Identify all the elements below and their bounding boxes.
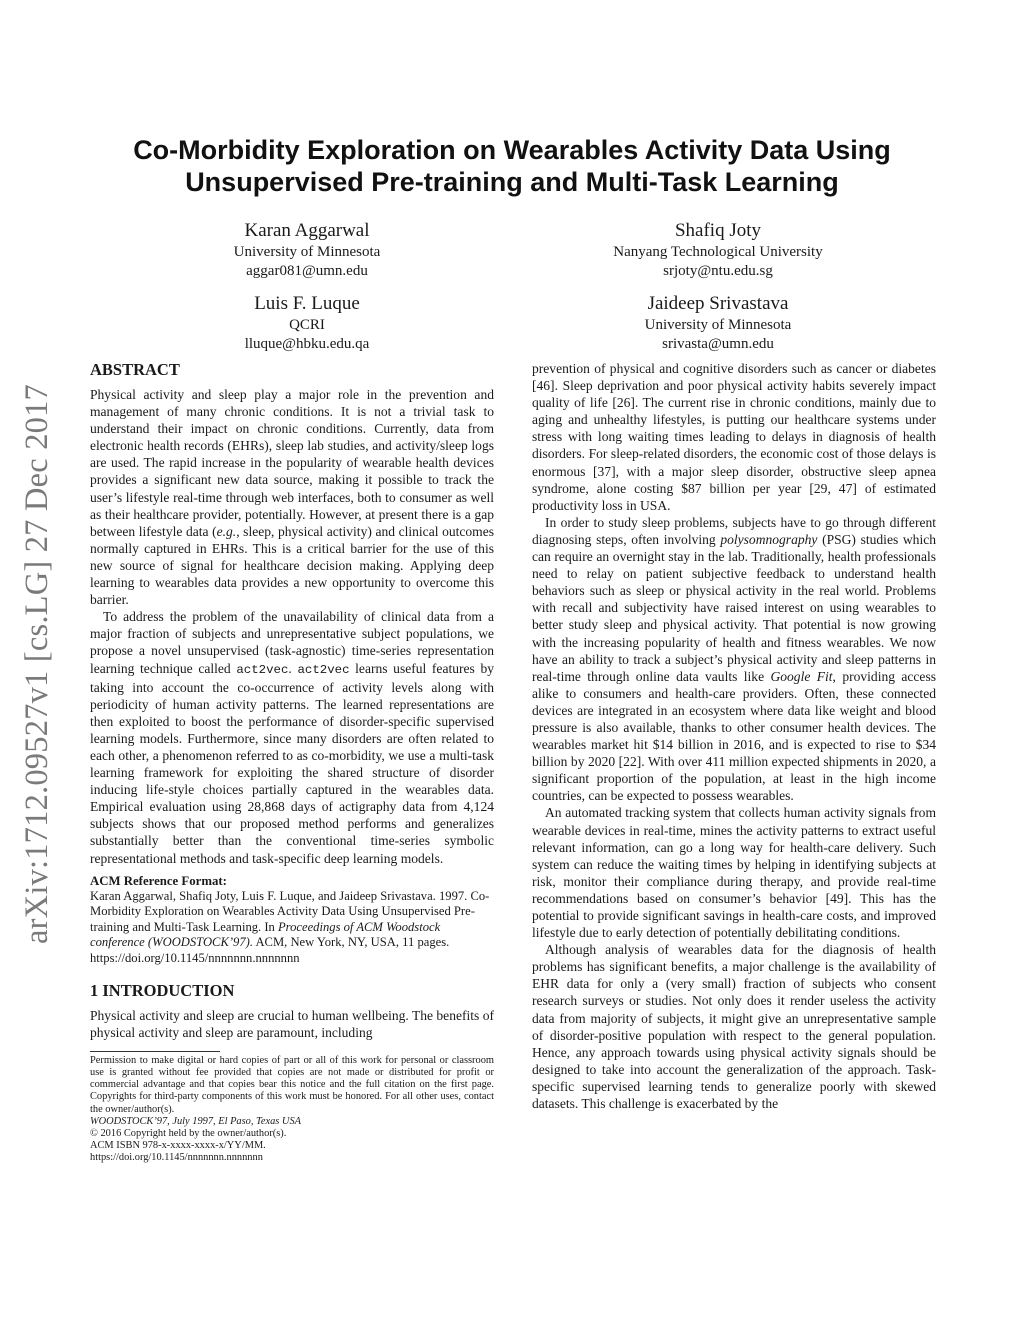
right-column bbox=[532, 360, 936, 1112]
paper-title bbox=[60, 134, 964, 198]
author-affiliation: University of Minnesota bbox=[233, 244, 381, 260]
intro-paragraph: Physical activity and sleep are crucial to human wellbeing. The benefits of physical activity and sleep are paramount, including bbox=[90, 1007, 494, 1040]
isbn-line: ACM ISBN 978-x-xxxx-xxxx-x/YY/MM. bbox=[90, 1140, 266, 1152]
arxiv-identifier: arXiv:1712.09527v1 [cs.LG] 27 Dec 2017 bbox=[19, 384, 55, 944]
code-term: act2vec bbox=[236, 662, 289, 677]
title-line-2: Unsupervised Pre-training and Multi-Task Learning bbox=[185, 167, 839, 197]
acm-reference: Karan Aggarwal, Shafiq Joty, Luis F. Luque, and Jaideep Srivastava. 1997. Co-Morbidity Exploration on Wearables Activity Data Using Unsupervised Pre-training and Multi-Task Learning. In Proceedings of ACM Woodstock conference (WOODSTOCK’97). ACM, New York, NY, USA, 11 pages. https://doi.org/10.1145/nnnnnnn.nnnnnnn bbox=[90, 888, 490, 965]
author-block bbox=[548, 292, 888, 354]
acm-reference-heading: ACM Reference Format: bbox=[90, 873, 227, 888]
author-email: lluque@hbku.edu.qa bbox=[244, 336, 370, 352]
title-line-1: Co-Morbidity Exploration on Wearables Activity Data Using bbox=[133, 135, 891, 165]
abstract-paragraph: To address the problem of the unavailability of clinical data from a major fraction of subjects and unrepresentative subject populations, we propose a novel unsupervised (task-agnostic) time-series representation learning technique called act2vec. act2vec learns useful features by taking into account the co-occurrence of activity levels along with periodicity of human activity patterns. The learned representations are then exploited to boost the performance of disorder-specific supervised learning models. Furthermore, since many disorders are often related to each other, a phenomenon referred to as co-morbidity, we use a multi-task learning framework for exploiting the shared structure of disorder inducing life-style choices partially captured in the wearables data. Empirical evaluation using 28,868 days of actigraphy data from 4,124 subjects shows that our proposed method performs and generalizes substantially better than the conventional time-series symbolic representational methods and task-specific deep learning models. bbox=[90, 609, 494, 866]
copyright-footnote bbox=[90, 1055, 494, 1165]
author-affiliation: QCRI bbox=[289, 317, 325, 333]
intro-paragraph: In order to study sleep problems, subjects have to go through different diagnosing steps, often involving polysomnography (PSG) studies which can require an overnight stay in the lab. Traditionally, health professionals need to relay on patient subjective feedback to understand health behaviors such as sleep or physical activity in the real world. Problems with recall and subjectivity have raised interest on using wearables to better study sleep and physical activity. That potential is now growing with the increasing popularity of health and fitness wearables. We now have an ability to track a subject’s physical activity and sleep patterns in real-time through online data vaults like Google Fit, providing access alike to consumers and health-care providers. Often, these connected devices are integrated in an ecosystem where data like weight and blood pressure is also available, thanks to other consumer health devices. The wearables market hit $14 billion in 2016, and is expected to rise to $34 billion by 2020 [22]. With over 411 million expected shipments in 2020, a significant proportion of the population, at least in the high income countries, can be expected to possess wearables. bbox=[532, 514, 936, 804]
abstract-heading: ABSTRACT bbox=[90, 360, 180, 379]
author-affiliation: Nanyang Technological University bbox=[613, 244, 823, 260]
author-name: Shafiq Joty bbox=[674, 220, 762, 241]
footnote-divider bbox=[90, 1051, 220, 1052]
conference-info: WOODSTOCK’97, July 1997, El Paso, Texas USA bbox=[90, 1115, 301, 1127]
author-block bbox=[137, 219, 477, 281]
intro-paragraph: An automated tracking system that collects human activity signals from wearable devices in real-time, mines the activity patterns to extract useful relevant information, can go a long way for health-care delivery. Such system can reduce the waiting times by helping in identifying subjects at risk, monitor their compliance during therapy, and provide real-time recommendations based on consumer’s behavior [49]. This has the potential to provide significant savings in health-care costs, and improved lifestyle due to early detection of potentially debilitating conditions. bbox=[532, 805, 936, 941]
left-column bbox=[90, 360, 494, 1165]
author-email: aggar081@umn.edu bbox=[246, 263, 368, 279]
author-email: srjoty@ntu.edu.sg bbox=[663, 263, 773, 279]
author-name: Karan Aggarwal bbox=[244, 220, 370, 241]
copyright-line: © 2016 Copyright held by the owner/author(s). bbox=[90, 1128, 287, 1139]
code-term: act2vec bbox=[297, 662, 350, 677]
permission-notice: Permission to make digital or hard copies of part or all of this work for personal or classroom use is granted without fee provided that copies are not made or distributed for profit or commercial advantage and that copies bear this notice and the full citation on the first page. Copyrights for third-party components of this work must be honored. For all other uses, contact the owner/author(s). bbox=[90, 1054, 494, 1115]
intro-paragraph: Although analysis of wearables data for the diagnosis of health problems has significant benefits, a major challenge is the availability of EHR data for only a (very small) fraction of subjects who consent research surveys or studies. Not only does it render useless the activity data from majority of subjects, it might give an unrepresentative sample of disorder-positive population with respect to the general population. Hence, any approach towards using physical activity signals should be designed to take into account the generalization of the approach. Task-specific supervised learning tends to generalize poorly with skewed datasets. This challenge is exacerbated by the bbox=[532, 942, 936, 1112]
doi-line: https://doi.org/10.1145/nnnnnnn.nnnnnnn bbox=[90, 1152, 263, 1164]
author-email: srivasta@umn.edu bbox=[662, 336, 774, 352]
intro-paragraph: prevention of physical and cognitive disorders such as cancer or diabetes [46]. Sleep deprivation and poor physical activity habits severely impact quality of life [26]. The current rise in chronic conditions, mainly due to aging and unhealthy lifestyles, is putting our healthcare systems under stress with long waiting times leading to delays in diagnosis of health disorders. For sleep-related disorders, the economic cost of those delays is enormous [37], with a major sleep disorder, obstructive sleep apnea syndrome, alone costing $87 billion per year [29, 47] of estimated productivity loss in USA. bbox=[532, 361, 936, 513]
author-name: Jaideep Srivastava bbox=[647, 293, 789, 314]
author-name: Luis F. Luque bbox=[254, 293, 360, 314]
author-block bbox=[548, 219, 888, 281]
section-heading-introduction: 1 INTRODUCTION bbox=[90, 980, 235, 1000]
abstract-paragraph: Physical activity and sleep play a major role in the prevention and management of many chronic conditions. It is not a trivial task to understand their impact on chronic conditions. Currently, data from electronic health records (EHRs), sleep lab studies, and activity/sleep logs are used. The rapid increase in the popularity of wearable health devices provides a significant new data source, making it possible to track the user’s lifestyle real-time through web interfaces, both to consumer as well as their healthcare provider, potentially. However, at present there is a gap between lifestyle data (e.g., sleep, physical activity) and clinical outcomes normally captured in EHRs. This is a critical barrier for the use of this new source of signal for healthcare decision making. Applying deep learning to wearables data provides a new opportunity to overcome this barrier. bbox=[90, 387, 494, 608]
author-affiliation: University of Minnesota bbox=[644, 317, 792, 333]
author-block bbox=[137, 292, 477, 354]
